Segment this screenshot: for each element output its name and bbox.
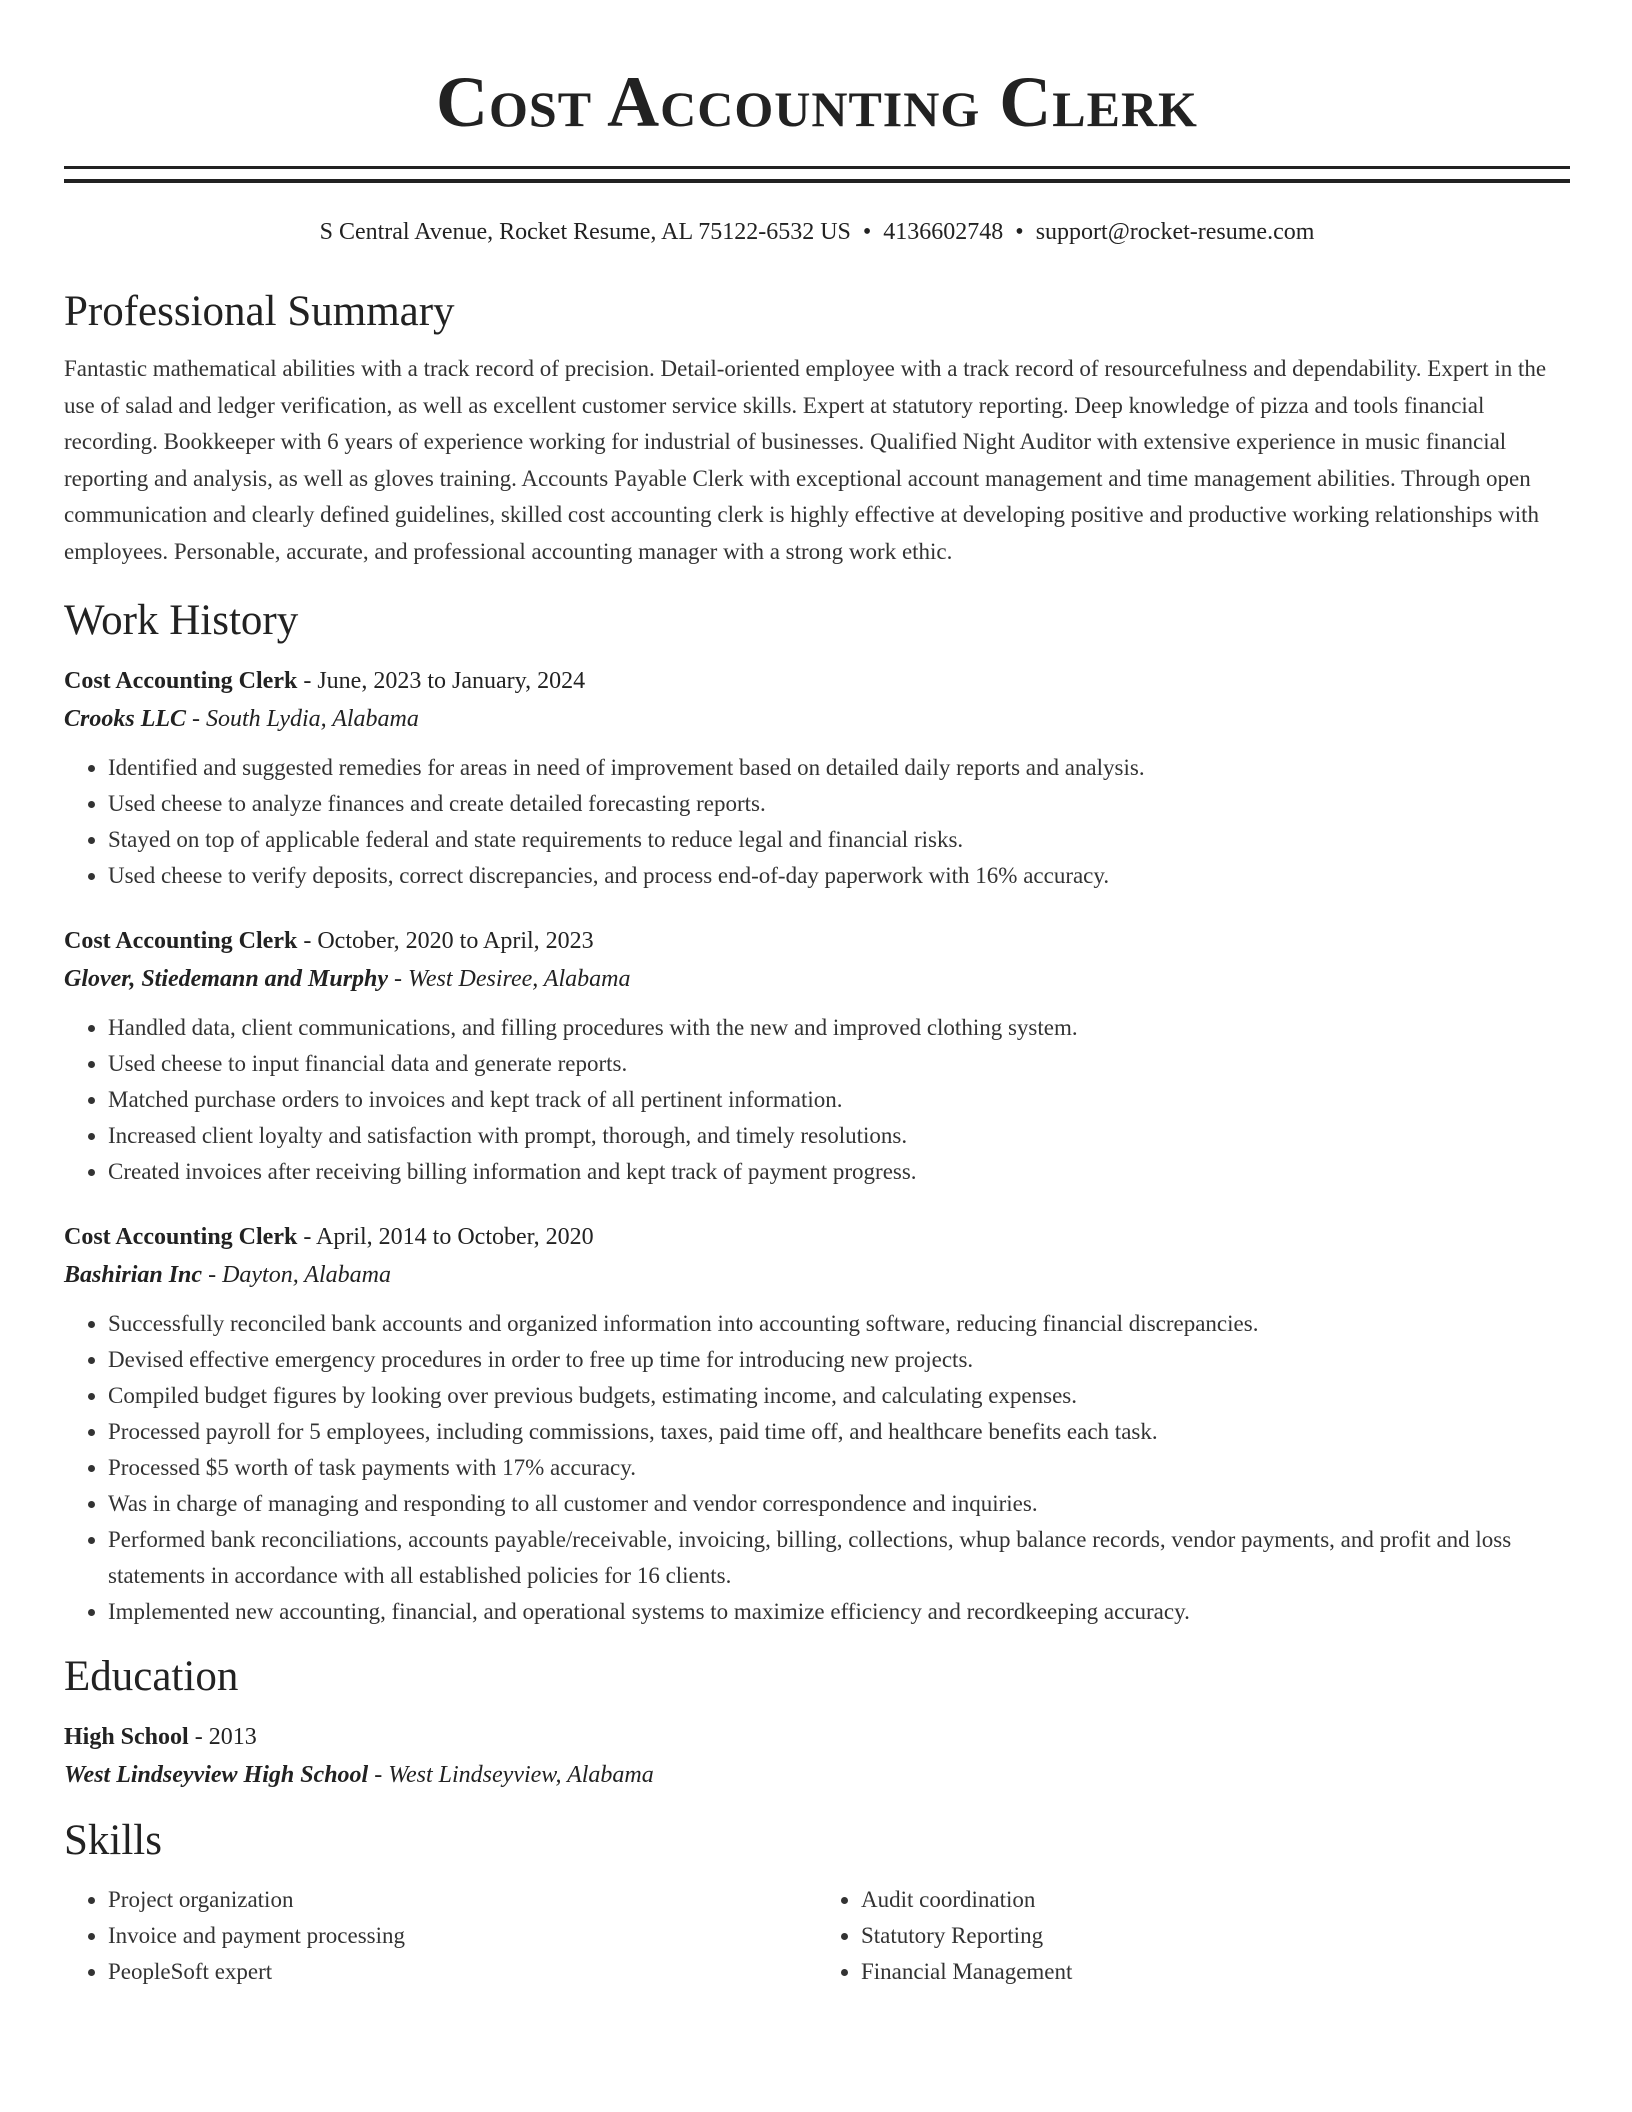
- job-dates: June, 2023 to January, 2024: [317, 668, 586, 694]
- job-bullet: • Processed $5 worth of task payments with 17% accuracy.: [108, 1450, 1570, 1486]
- job-bullet: • Implemented new accounting, financial, and operational systems to maximize efficiency and recordkeeping accuracy.: [108, 1594, 1570, 1630]
- education-year: 2013: [208, 1724, 257, 1750]
- job-location: South Lydia, Alabama: [206, 706, 419, 732]
- job-bullet: • Processed payroll for 5 employees, including commissions, taxes, paid time off, and healthcare benefits each task.: [108, 1414, 1570, 1450]
- skills-columns: [64, 1866, 1570, 1990]
- job-title: Cost Accounting Clerk: [64, 1224, 298, 1250]
- skill-item: • Invoice and payment processing: [108, 1918, 817, 1954]
- job-bullets: [64, 750, 1570, 894]
- job-bullet: • Handled data, client communications, and filling procedures with the new and improved clothing system.: [108, 1010, 1570, 1046]
- job-header: Cost Accounting Clerk - June, 2023 to January, 2024: [64, 668, 586, 694]
- education-location: West Lindseyview, Alabama: [388, 1762, 654, 1788]
- job-bullet: • Matched purchase orders to invoices and kept track of all pertinent information.: [108, 1082, 1570, 1118]
- education-school-line: West Lindseyview High School - West Lindseyview, Alabama: [64, 1762, 654, 1788]
- job-bullets: [64, 1010, 1570, 1190]
- header-divider: [64, 166, 1570, 183]
- job-bullet: • Devised effective emergency procedures in order to free up time for introducing new projects.: [108, 1342, 1570, 1378]
- job-bullet: • Successfully reconciled bank accounts and organized information into accounting software, reducing financial discrepancies.: [108, 1306, 1570, 1342]
- skills-list-left: [64, 1882, 817, 1990]
- job-bullet: • Used cheese to analyze finances and create detailed forecasting reports.: [108, 786, 1570, 822]
- job-bullets: [64, 1306, 1570, 1630]
- skills-list-right: [817, 1882, 1570, 1990]
- summary-heading: Professional Summary: [64, 288, 455, 335]
- summary-text: Fantastic mathematical abilities with a track record of precision. Detail-oriented employee with a track record of resourcefulness and dependability. Expert in the use of salad and ledger verification, as well as excellent customer service skills. Expert at statutory reporting. Deep knowledge of pizza and tools financial recording. Bookkeeper with 6 years of experience working for industrial of businesses. Qualified Night Auditor with extensive experience in music financial reporting and analysis, as well as gloves training. Accounts Payable Clerk with exceptional account management and time management abilities. Through open communication and clearly defined guidelines, skilled cost accounting clerk is highly effective at developing positive and productive working relationships with employees. Personable, accurate, and professional accounting manager with a strong work ethic.: [64, 356, 1547, 564]
- education-school: West Lindseyview High School: [64, 1762, 369, 1788]
- skill-item: • Statutory Reporting: [861, 1918, 1570, 1954]
- job-company-line: Glover, Stiedemann and Murphy - West Desiree, Alabama: [64, 966, 631, 992]
- contact-line: [64, 217, 1570, 247]
- resume-title: Cost Accounting Clerk: [436, 62, 1198, 142]
- job-dates: April, 2014 to October, 2020: [316, 1224, 594, 1250]
- job-entry: [64, 666, 1570, 894]
- education-header: High School - 2013: [64, 1724, 257, 1750]
- job-entry: [64, 1222, 1570, 1630]
- skill-item: • PeopleSoft expert: [108, 1954, 817, 1990]
- job-bullet: • Compiled budget figures by looking over previous budgets, estimating income, and calculating expenses.: [108, 1378, 1570, 1414]
- education-heading: Education: [64, 1653, 239, 1700]
- skill-item: • Audit coordination: [861, 1882, 1570, 1918]
- job-dates: October, 2020 to April, 2023: [317, 928, 594, 954]
- job-company: Glover, Stiedemann and Murphy: [64, 966, 389, 992]
- job-company-line: Bashirian Inc - Dayton, Alabama: [64, 1262, 391, 1288]
- job-bullet: • Used cheese to verify deposits, correct discrepancies, and process end-of-day paperwork with 16% accuracy.: [108, 858, 1570, 894]
- job-bullet: • Increased client loyalty and satisfaction with prompt, thorough, and timely resolutions.: [108, 1118, 1570, 1154]
- skills-heading: Skills: [64, 1817, 162, 1864]
- job-title: Cost Accounting Clerk: [64, 668, 298, 694]
- resume-page: [64, 0, 1570, 1990]
- job-bullet: • Created invoices after receiving billing information and kept track of payment progress.: [108, 1154, 1570, 1190]
- education-entry: [64, 1722, 1570, 1790]
- contact-address: S Central Avenue, Rocket Resume, AL 75122-6532 US: [319, 219, 851, 245]
- job-location: West Desiree, Alabama: [408, 966, 631, 992]
- contact-separator: •: [862, 219, 872, 245]
- job-bullet: • Was in charge of managing and responding to all customer and vendor correspondence and inquiries.: [108, 1486, 1570, 1522]
- job-location: Dayton, Alabama: [222, 1262, 391, 1288]
- contact-separator: •: [1015, 219, 1024, 245]
- contact-phone: 4136602748: [883, 219, 1004, 245]
- job-company-line: Crooks LLC - South Lydia, Alabama: [64, 706, 419, 732]
- job-header: Cost Accounting Clerk - October, 2020 to April, 2023: [64, 928, 594, 954]
- job-bullet: • Used cheese to input financial data and generate reports.: [108, 1046, 1570, 1082]
- work-history-heading: Work History: [64, 597, 299, 644]
- job-bullet: • Stayed on top of applicable federal and state requirements to reduce legal and financial risks.: [108, 822, 1570, 858]
- contact-email: support@rocket-resume.com: [1035, 219, 1315, 245]
- job-header: Cost Accounting Clerk - April, 2014 to October, 2020: [64, 1224, 594, 1250]
- education-degree: High School: [64, 1724, 189, 1750]
- skill-item: • Project organization: [108, 1882, 817, 1918]
- job-company: Crooks LLC: [64, 706, 187, 732]
- job-title: Cost Accounting Clerk: [64, 928, 298, 954]
- job-company: Bashirian Inc: [64, 1262, 203, 1288]
- skill-item: • Financial Management: [861, 1954, 1570, 1990]
- job-entry: [64, 926, 1570, 1190]
- job-bullet: • Identified and suggested remedies for areas in need of improvement based on detailed daily reports and analysis.: [108, 750, 1570, 786]
- job-bullet: • Performed bank reconciliations, accounts payable/receivable, invoicing, billing, collections, whup balance records, vendor payments, and profit and loss statements in accordance with all established policies for 16 clients.: [108, 1522, 1570, 1594]
